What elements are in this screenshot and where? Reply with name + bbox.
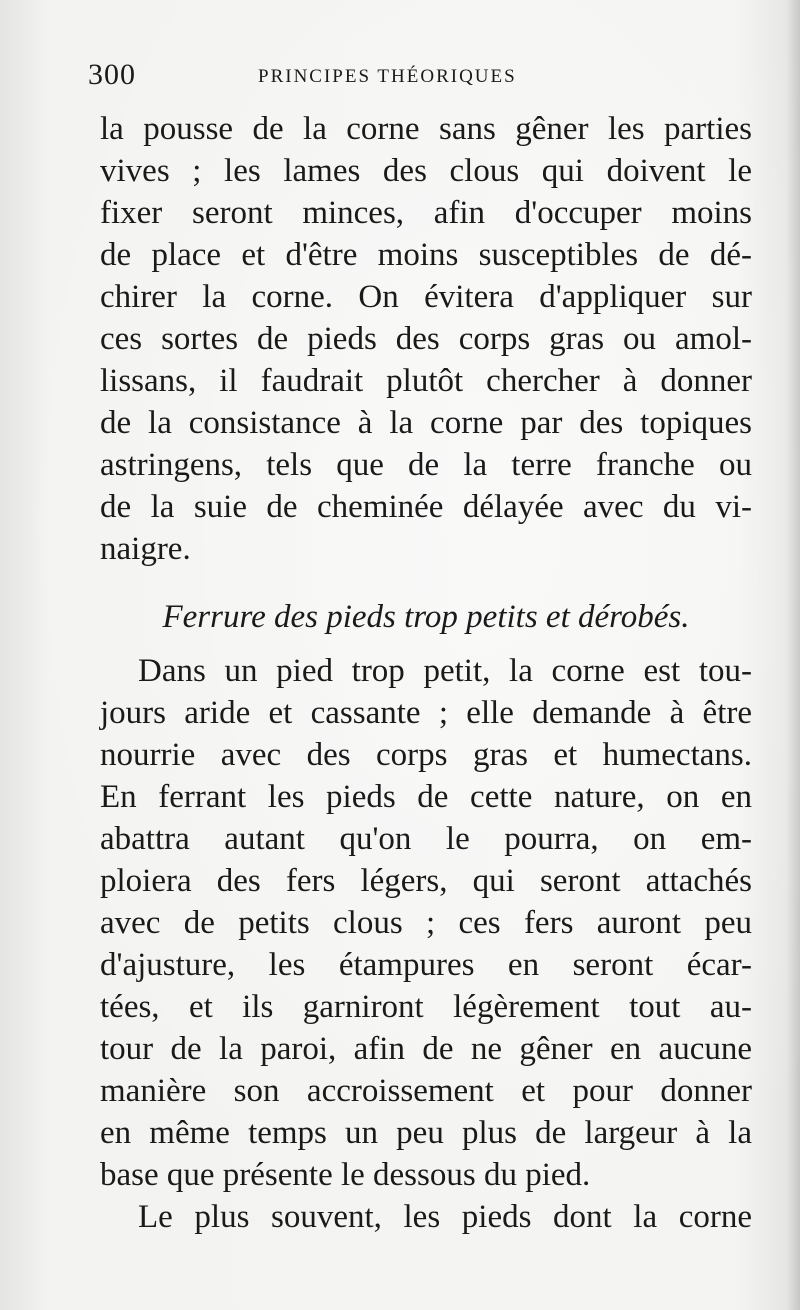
text-line: de la suie de cheminée délayée avec du vi- xyxy=(100,489,752,525)
body-text xyxy=(100,108,752,1238)
paragraph-2 xyxy=(100,650,752,1196)
text-line: jours aride et cassante ; elle demande à être xyxy=(100,695,752,731)
text-line: ploiera des fers légers, qui seront attachés xyxy=(100,863,752,899)
running-head: PRINCIPES THÉORIQUES xyxy=(258,66,517,87)
text-line: d'ajusture, les étampures en seront écar- xyxy=(100,947,752,983)
text-line: lissans, il faudrait plutôt chercher à donner xyxy=(100,363,752,399)
text-line: En ferrant les pieds de cette nature, on en xyxy=(100,779,752,815)
text-line: de place et d'être moins susceptibles de dé- xyxy=(100,237,752,273)
text-line: base que présente le dessous du pied. xyxy=(100,1157,591,1193)
text-line: nourrie avec des corps gras et humectans. xyxy=(100,737,752,773)
paragraph-3 xyxy=(100,1196,752,1238)
text-line: astringens, tels que de la terre franche ou xyxy=(100,447,752,483)
text-line: Le plus souvent, les pieds dont la corne xyxy=(138,1199,752,1235)
text-line: tour de la paroi, afin de ne gêner en aucune xyxy=(100,1031,752,1067)
text-line: vives ; les lames des clous qui doivent le xyxy=(100,153,752,189)
paragraph-1 xyxy=(100,108,752,570)
text-line: Dans un pied trop petit, la corne est tou- xyxy=(138,653,752,689)
text-line: la pousse de la corne sans gêner les parties xyxy=(100,111,752,147)
page-number: 300 xyxy=(88,58,136,91)
page-header xyxy=(88,58,748,98)
text-line: fixer seront minces, afin d'occuper moins xyxy=(100,195,752,231)
text-line: ces sortes de pieds des corps gras ou amol- xyxy=(100,321,752,357)
text-line: naigre. xyxy=(100,531,191,567)
text-line: tées, et ils garniront légèrement tout au- xyxy=(100,989,752,1025)
page-edge-shadow xyxy=(786,0,800,1310)
text-line: manière son accroissement et pour donner xyxy=(100,1073,752,1109)
text-line: en même temps un peu plus de largeur à la xyxy=(100,1115,752,1151)
text-line: de la consistance à la corne par des topiques xyxy=(100,405,752,441)
text-line: chirer la corne. On évitera d'appliquer sur xyxy=(100,279,752,315)
text-line: abattra autant qu'on le pourra, on em- xyxy=(100,821,752,857)
section-heading: Ferrure des pieds trop petits et dérobés. xyxy=(162,599,690,635)
text-line: avec de petits clous ; ces fers auront peu xyxy=(100,905,752,941)
